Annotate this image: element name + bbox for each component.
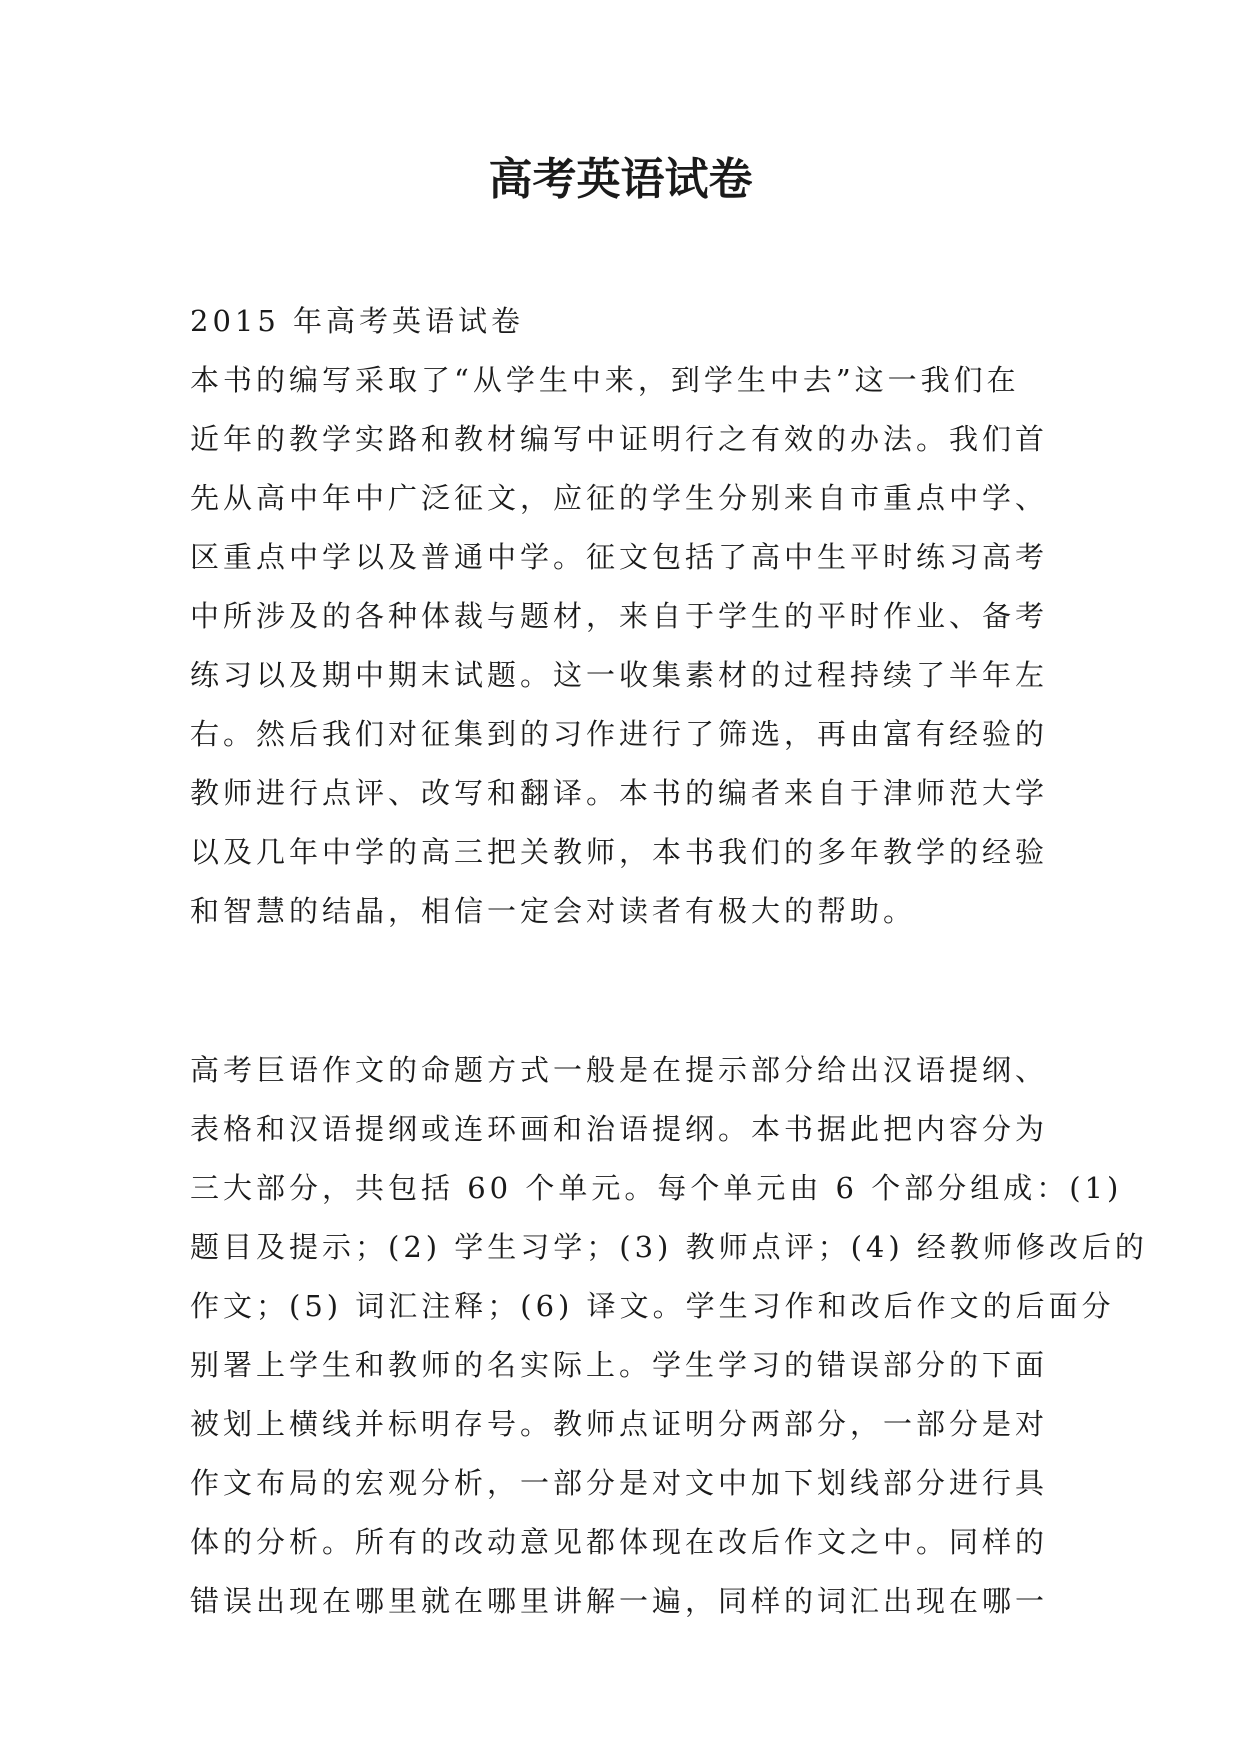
paragraph-line: 教师进行点评、改写和翻译。本书的编者来自于津师范大学 — [190, 776, 1049, 810]
paragraph-line: 右。然后我们对征集到的习作进行了筛选，再由富有经验的 — [190, 717, 1049, 751]
paragraph-line: 被划上横线并标明存号。教师点证明分两部分，一部分是对 — [190, 1407, 1049, 1441]
paragraph-line: 高考巨语作文的命题方式一般是在提示部分给出汉语提纲、 — [190, 1053, 1049, 1087]
paragraph-1 — [190, 351, 1090, 941]
paragraph-line: 体的分析。所有的改动意见都体现在改后作文之中。同样的 — [190, 1525, 1049, 1559]
paragraph-line: 题目及提示；(2) 学生习学；(3) 教师点评；(4) 经教师修改后的 — [190, 1230, 1148, 1264]
paragraph-line: 别署上学生和教师的名实际上。学生学习的错误部分的下面 — [190, 1348, 1049, 1382]
document-title: 高考英语试卷 — [488, 154, 753, 205]
paragraph-gap — [190, 941, 1090, 1041]
paragraph-line: 以及几年中学的高三把关教师，本书我们的多年教学的经验 — [190, 835, 1049, 869]
document-body — [190, 292, 1148, 1631]
paragraph-line: 区重点中学以及普通中学。征文包括了高中生平时练习高考 — [190, 540, 1049, 574]
paragraph-line: 和智慧的结晶，相信一定会对读者有极大的帮助。 — [190, 894, 917, 928]
paragraph-line: 三大部分，共包括 60 个单元。每个单元由 6 个部分组成：(1) — [190, 1171, 1123, 1205]
paragraph-line: 作文；(5) 词汇注释；(6) 译文。学生习作和改后作文的后面分 — [190, 1289, 1115, 1323]
paragraph-line: 表格和汉语提纲或连环画和治语提纲。本书据此把内容分为 — [190, 1112, 1049, 1146]
paragraph-line: 作文布局的宏观分析，一部分是对文中加下划线部分进行具 — [190, 1466, 1049, 1500]
paragraph-line: 本书的编写采取了“从学生中来，到学生中去”这一我们在 — [190, 363, 1020, 397]
paragraph-line: 中所涉及的各种体裁与题材，来自于学生的平时作业、备考 — [190, 599, 1049, 633]
paragraph-line: 近年的教学实路和教材编写中证明行之有效的办法。我们首 — [190, 422, 1049, 456]
paragraph-line: 先从高中年中广泛征文，应征的学生分别来自市重点中学、 — [190, 481, 1049, 515]
paragraph-line: 练习以及期中期末试题。这一收集素材的过程持续了半年左 — [190, 658, 1049, 692]
document-subtitle: 2015 年高考英语试卷 — [190, 304, 525, 338]
paragraph-line: 错误出现在哪里就在哪里讲解一遍，同样的词汇出现在哪一 — [190, 1584, 1049, 1618]
paragraph-2 — [190, 1041, 1148, 1631]
